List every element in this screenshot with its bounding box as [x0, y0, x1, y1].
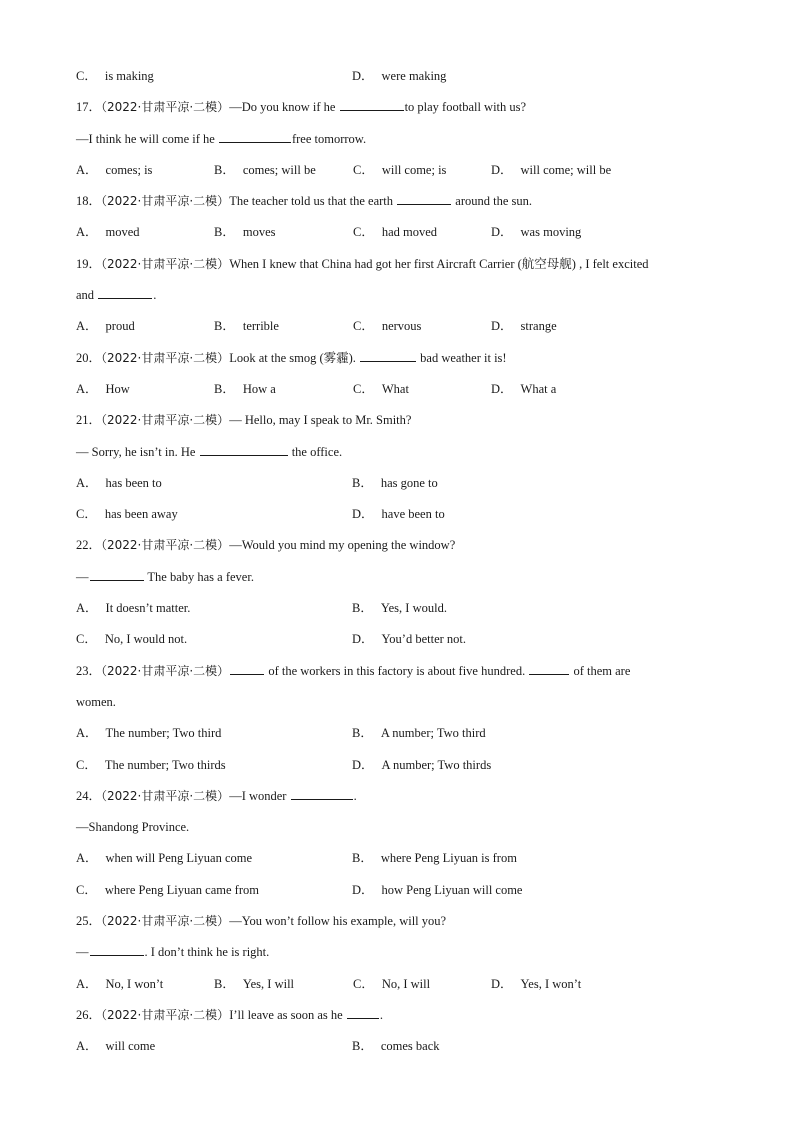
question-q23	[76, 657, 736, 782]
question-text: 20．	[76, 350, 102, 365]
answer-option[interactable]	[352, 500, 445, 528]
option-text: What	[381, 381, 409, 396]
option-letter: C．	[353, 319, 374, 334]
option-text: is making	[104, 69, 154, 83]
option-row	[76, 751, 736, 782]
option-row	[76, 594, 736, 625]
option-letter: C．	[353, 162, 374, 177]
question-q22	[76, 531, 736, 656]
question-stem-line	[76, 657, 736, 688]
option-letter: B．	[214, 162, 235, 177]
option-letter: C．	[353, 225, 374, 240]
question-text: and	[76, 288, 98, 303]
option-row	[76, 844, 736, 875]
question-source: （2022·甘肃平凉·二模）	[101, 350, 230, 365]
option-letter: B．	[214, 319, 235, 334]
option-text: Yes, I would.	[380, 601, 447, 616]
answer-option[interactable]	[491, 375, 556, 403]
question-text: 24．	[76, 788, 102, 803]
answer-option[interactable]	[76, 218, 140, 246]
question-text: Look at the smog (雾霾).	[229, 350, 360, 365]
question-stem-line	[76, 907, 736, 938]
option-text: What a	[520, 381, 557, 396]
answer-option[interactable]	[352, 625, 466, 653]
option-text: proud	[105, 319, 135, 334]
option-letter: B．	[352, 475, 373, 490]
option-text: where Peng Liyuan is from	[380, 851, 517, 866]
option-text: Yes, I won’t	[520, 976, 582, 991]
answer-option[interactable]	[214, 218, 275, 246]
question-source: （2022·甘肃平凉·二模）	[101, 100, 230, 115]
option-text: strange	[520, 319, 557, 334]
option-letter: B．	[352, 851, 373, 866]
option-letter: B．	[352, 1039, 373, 1054]
question-stem-line	[76, 250, 736, 281]
answer-option[interactable]	[76, 500, 178, 528]
question-stem-line	[76, 938, 736, 969]
option-row	[76, 312, 736, 343]
answer-option[interactable]	[352, 62, 446, 90]
question-text: —Do you know if he	[229, 100, 339, 115]
question-source: （2022·甘肃平凉·二模）	[101, 788, 230, 803]
answer-option[interactable]	[76, 970, 163, 998]
option-row	[76, 500, 736, 531]
option-letter: C．	[76, 757, 97, 772]
option-text: comes; will be	[242, 162, 316, 177]
answer-blank	[90, 566, 144, 581]
question-text: 18．	[76, 194, 102, 209]
question-text: to play football with us?	[404, 100, 527, 115]
option-letter: D．	[491, 976, 513, 991]
question-text: — Hello, may I speak to Mr. Smith?	[229, 413, 412, 428]
option-text: comes; is	[105, 162, 153, 177]
question-q16-tail	[76, 62, 736, 93]
answer-option[interactable]	[76, 469, 162, 497]
question-text: —You won’t follow his example, will you?	[229, 914, 447, 929]
question-q24	[76, 782, 736, 907]
option-row	[76, 62, 736, 93]
option-text: No, I won’t	[105, 976, 164, 991]
question-q18	[76, 187, 736, 250]
answer-option[interactable]	[76, 1032, 155, 1060]
option-row	[76, 218, 736, 249]
answer-option[interactable]	[352, 469, 438, 497]
answer-blank	[291, 785, 353, 800]
answer-option[interactable]	[214, 156, 316, 184]
question-text: —I wonder	[229, 788, 290, 803]
answer-option[interactable]	[76, 844, 252, 872]
answer-option[interactable]	[491, 218, 581, 246]
question-stem-line	[76, 281, 736, 312]
answer-option[interactable]	[353, 375, 409, 403]
question-text: .	[379, 1007, 383, 1022]
option-row	[76, 1032, 736, 1063]
question-stem-line	[76, 782, 736, 813]
answer-blank	[230, 660, 264, 675]
answer-option[interactable]	[214, 312, 279, 340]
option-text: The number; Two third	[105, 726, 222, 741]
question-source: （2022·甘肃平凉·二模）	[101, 1007, 230, 1022]
option-letter: D．	[491, 162, 513, 177]
question-text: the office.	[288, 444, 343, 459]
option-letter: A．	[76, 162, 98, 177]
question-stem-line	[76, 813, 736, 844]
option-text: have been to	[381, 507, 445, 522]
question-text: When I knew that China had got her first Aircraft Carrier (航空母舰) , I felt excited	[229, 256, 649, 271]
answer-option[interactable]	[76, 751, 226, 779]
option-text: comes back	[380, 1039, 440, 1054]
option-text: No, I will	[381, 976, 431, 991]
question-text: 22．	[76, 538, 102, 553]
option-text: moved	[105, 225, 140, 240]
answer-option[interactable]	[76, 312, 135, 340]
option-letter: D．	[352, 69, 374, 83]
question-text: I’ll leave as soon as he	[229, 1007, 346, 1022]
option-letter: C．	[76, 69, 97, 83]
question-text: —I think he will come if he	[76, 131, 218, 146]
answer-blank	[360, 347, 416, 362]
option-text: nervous	[381, 319, 422, 334]
question-text: . I don’t think he is right.	[144, 945, 270, 960]
question-text: 25．	[76, 914, 102, 929]
answer-blank	[347, 1004, 379, 1019]
question-page	[76, 62, 736, 1064]
answer-blank	[98, 284, 152, 299]
option-text: has been away	[104, 507, 178, 522]
question-stem-line	[76, 688, 736, 719]
option-text: A number; Two thirds	[381, 757, 492, 772]
question-stem-line	[76, 438, 736, 469]
question-stem-line	[76, 531, 736, 562]
question-source: （2022·甘肃平凉·二模）	[101, 663, 230, 678]
option-letter: C．	[353, 976, 374, 991]
question-stem-line	[76, 1001, 736, 1032]
question-source: （2022·甘肃平凉·二模）	[101, 538, 230, 553]
question-stem-line	[76, 125, 736, 156]
question-stem-line	[76, 563, 736, 594]
option-text: moves	[242, 225, 276, 240]
option-row	[76, 970, 736, 1001]
option-row	[76, 625, 736, 656]
question-q25	[76, 907, 736, 1001]
option-letter: B．	[214, 976, 235, 991]
option-letter: D．	[352, 507, 374, 522]
option-letter: C．	[76, 632, 97, 647]
answer-option[interactable]	[214, 970, 294, 998]
question-text: women.	[76, 694, 116, 709]
option-letter: A．	[76, 726, 98, 741]
question-text: of them are	[570, 663, 631, 678]
question-text: The baby has a fever.	[144, 569, 254, 584]
answer-option[interactable]	[353, 970, 430, 998]
option-row	[76, 156, 736, 187]
answer-option[interactable]	[76, 719, 221, 747]
question-q20	[76, 344, 736, 407]
option-text: The number; Two thirds	[104, 757, 226, 772]
option-letter: D．	[491, 381, 513, 396]
answer-option[interactable]	[491, 970, 581, 998]
option-row	[76, 375, 736, 406]
question-text: — Sorry, he isn’t in. He	[76, 444, 199, 459]
option-letter: C．	[76, 882, 97, 897]
answer-blank	[200, 441, 288, 456]
answer-option[interactable]	[353, 218, 437, 246]
option-row	[76, 876, 736, 907]
option-letter: A．	[76, 1039, 98, 1054]
answer-option[interactable]	[352, 844, 517, 872]
option-text: was moving	[520, 225, 582, 240]
question-stem-line	[76, 93, 736, 124]
question-text: —Would you mind my opening the window?	[229, 538, 456, 553]
answer-option[interactable]	[353, 156, 446, 184]
question-q19	[76, 250, 736, 344]
option-letter: B．	[352, 601, 373, 616]
question-source: （2022·甘肃平凉·二模）	[101, 194, 230, 209]
option-text: terrible	[242, 319, 279, 334]
question-stem-line	[76, 187, 736, 218]
option-letter: D．	[352, 632, 374, 647]
answer-option[interactable]	[353, 312, 421, 340]
option-text: how Peng Liyuan will come	[381, 882, 523, 897]
answer-option[interactable]	[214, 375, 276, 403]
option-letter: A．	[76, 601, 98, 616]
question-text: 17．	[76, 100, 102, 115]
option-text: will come; will be	[520, 162, 612, 177]
question-text: 19．	[76, 256, 102, 271]
option-letter: A．	[76, 319, 98, 334]
question-text: 21．	[76, 413, 102, 428]
option-letter: A．	[76, 976, 98, 991]
question-source: （2022·甘肃平凉·二模）	[101, 914, 230, 929]
option-letter: A．	[76, 851, 98, 866]
answer-option[interactable]	[491, 156, 611, 184]
option-text: How	[105, 381, 130, 396]
question-text: 23．	[76, 663, 102, 678]
option-row	[76, 719, 736, 750]
answer-option[interactable]	[76, 625, 187, 653]
option-text: No, I would not.	[104, 632, 188, 647]
question-stem-line	[76, 406, 736, 437]
option-text: How a	[242, 381, 276, 396]
option-text: A number; Two third	[380, 726, 486, 741]
question-text: around the sun.	[452, 194, 532, 209]
question-text: bad weather it is!	[417, 350, 507, 365]
option-letter: A．	[76, 475, 98, 490]
option-letter: B．	[214, 381, 235, 396]
question-text: —	[76, 569, 89, 584]
option-letter: B．	[352, 726, 373, 741]
option-letter: C．	[76, 507, 97, 522]
option-text: has been to	[105, 475, 162, 490]
answer-blank	[529, 660, 569, 675]
option-letter: B．	[214, 225, 235, 240]
option-text: will come; is	[381, 162, 447, 177]
option-letter: D．	[352, 882, 374, 897]
option-letter: C．	[353, 381, 374, 396]
option-letter: A．	[76, 381, 98, 396]
answer-option[interactable]	[76, 62, 154, 90]
question-source: （2022·甘肃平凉·二模）	[101, 256, 230, 271]
question-text: The teacher told us that the earth	[229, 194, 397, 209]
option-letter: D．	[352, 757, 374, 772]
answer-option[interactable]	[352, 751, 491, 779]
answer-blank	[397, 190, 451, 205]
answer-option[interactable]	[352, 876, 522, 904]
answer-option[interactable]	[491, 312, 557, 340]
option-letter: A．	[76, 225, 98, 240]
option-row	[76, 469, 736, 500]
answer-option[interactable]	[352, 719, 486, 747]
question-text: .	[353, 788, 357, 803]
option-text: where Peng Liyuan came from	[104, 882, 259, 897]
option-text: It doesn’t matter.	[105, 601, 191, 616]
question-text: —Shandong Province.	[76, 820, 190, 835]
option-letter: D．	[491, 319, 513, 334]
answer-option[interactable]	[76, 156, 152, 184]
answer-option[interactable]	[352, 1032, 440, 1060]
question-text: 26．	[76, 1007, 102, 1022]
answer-option[interactable]	[352, 594, 447, 622]
answer-option[interactable]	[76, 375, 130, 403]
answer-blank	[340, 96, 404, 111]
option-letter: D．	[491, 225, 513, 240]
question-q26	[76, 1001, 736, 1064]
option-text: had moved	[381, 225, 438, 240]
question-q21	[76, 406, 736, 531]
option-text: will come	[105, 1039, 156, 1054]
option-text: Yes, I will	[242, 976, 295, 991]
question-text: .	[153, 288, 157, 303]
question-q17	[76, 93, 736, 187]
option-text: has gone to	[380, 475, 438, 490]
answer-option[interactable]	[76, 876, 259, 904]
answer-blank	[90, 941, 144, 956]
question-source: （2022·甘肃平凉·二模）	[101, 413, 230, 428]
question-text: of the workers in this factory is about five hundred.	[265, 663, 529, 678]
question-text: —	[76, 945, 89, 960]
answer-blank	[219, 128, 291, 143]
option-text: You’d better not.	[381, 632, 467, 647]
answer-option[interactable]	[76, 594, 190, 622]
option-text: when will Peng Liyuan come	[105, 851, 253, 866]
option-text: were making	[381, 69, 447, 83]
question-stem-line	[76, 344, 736, 375]
question-text: free tomorrow.	[291, 131, 367, 146]
